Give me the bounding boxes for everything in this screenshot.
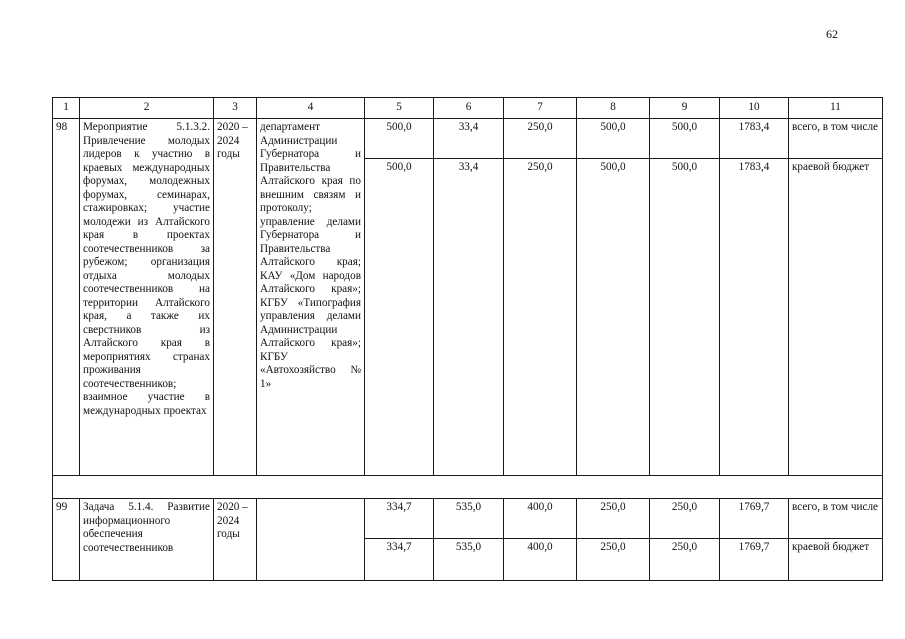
value-cell: 500,0 bbox=[650, 159, 720, 476]
page-number: 62 bbox=[826, 27, 838, 41]
row-gap-cell bbox=[53, 476, 883, 499]
value-cell: 500,0 bbox=[577, 159, 650, 476]
value-cell: 250,0 bbox=[504, 119, 577, 159]
value-cell: 500,0 bbox=[365, 159, 434, 476]
value-cell: 250,0 bbox=[504, 159, 577, 476]
column-header: 2 bbox=[80, 98, 214, 119]
column-header: 4 bbox=[257, 98, 365, 119]
row-gap bbox=[53, 476, 883, 499]
column-header: 7 bbox=[504, 98, 577, 119]
value-cell: 400,0 bbox=[504, 499, 577, 539]
column-header: 11 bbox=[789, 98, 883, 119]
table-row bbox=[53, 119, 883, 159]
row-number: 98 bbox=[53, 119, 80, 476]
executor bbox=[257, 499, 365, 581]
value-cell: 500,0 bbox=[650, 119, 720, 159]
total-cell: 1769,7 bbox=[720, 539, 789, 581]
value-cell: 400,0 bbox=[504, 539, 577, 581]
value-cell: 250,0 bbox=[650, 539, 720, 581]
column-header: 1 bbox=[53, 98, 80, 119]
value-cell: 535,0 bbox=[434, 499, 504, 539]
column-header: 9 bbox=[650, 98, 720, 119]
activity-name: Задача 5.1.4. Развитие информационного обеспечения соотечественников bbox=[80, 499, 214, 581]
value-cell: 250,0 bbox=[577, 499, 650, 539]
period: 2020 – 2024 годы bbox=[214, 499, 257, 581]
total-cell: 1783,4 bbox=[720, 119, 789, 159]
value-cell: 33,4 bbox=[434, 159, 504, 476]
table-header-row bbox=[53, 98, 883, 119]
funding-source: всего, в том числе bbox=[789, 499, 883, 539]
funding-source: краевой бюджет bbox=[789, 159, 883, 476]
value-cell: 250,0 bbox=[650, 499, 720, 539]
period: 2020 – 2024 годы bbox=[214, 119, 257, 476]
column-header: 8 bbox=[577, 98, 650, 119]
value-cell: 500,0 bbox=[365, 119, 434, 159]
executor: департамент Администрации Губернатора и Правительства Алтайского края по внешним связям и протоколу; управление делами Губернатора и Правительства Алтайского края; КАУ «Дом народов Алтайского края»; КГБУ «Типография управления делами Администрации Алтайского края»; КГБУ «Автохозяйство № 1» bbox=[257, 119, 365, 476]
column-header: 3 bbox=[214, 98, 257, 119]
value-cell: 535,0 bbox=[434, 539, 504, 581]
activity-name: Мероприятие 5.1.3.2. Привлечение молодых лидеров к участию в краевых международных форумах, молодежных форумах, семинарах, стажировках; участие молодежи из Алтайского края в проектах соотечественников за рубежом; организация отдыха молодых соотечественников на территории Алтайского края, а также их сверстников из Алтайского края в мероприятиях странах проживания соотечественников; взаимное участие в международных проектах bbox=[80, 119, 214, 476]
value-cell: 334,7 bbox=[365, 539, 434, 581]
table-row bbox=[53, 499, 883, 539]
budget-table bbox=[52, 97, 883, 581]
value-cell: 250,0 bbox=[577, 539, 650, 581]
funding-source: всего, в том числе bbox=[789, 119, 883, 159]
value-cell: 334,7 bbox=[365, 499, 434, 539]
column-header: 5 bbox=[365, 98, 434, 119]
column-header: 6 bbox=[434, 98, 504, 119]
value-cell: 33,4 bbox=[434, 119, 504, 159]
total-cell: 1783,4 bbox=[720, 159, 789, 476]
row-number: 99 bbox=[53, 499, 80, 581]
funding-source: краевой бюджет bbox=[789, 539, 883, 581]
value-cell: 500,0 bbox=[577, 119, 650, 159]
column-header: 10 bbox=[720, 98, 789, 119]
total-cell: 1769,7 bbox=[720, 499, 789, 539]
